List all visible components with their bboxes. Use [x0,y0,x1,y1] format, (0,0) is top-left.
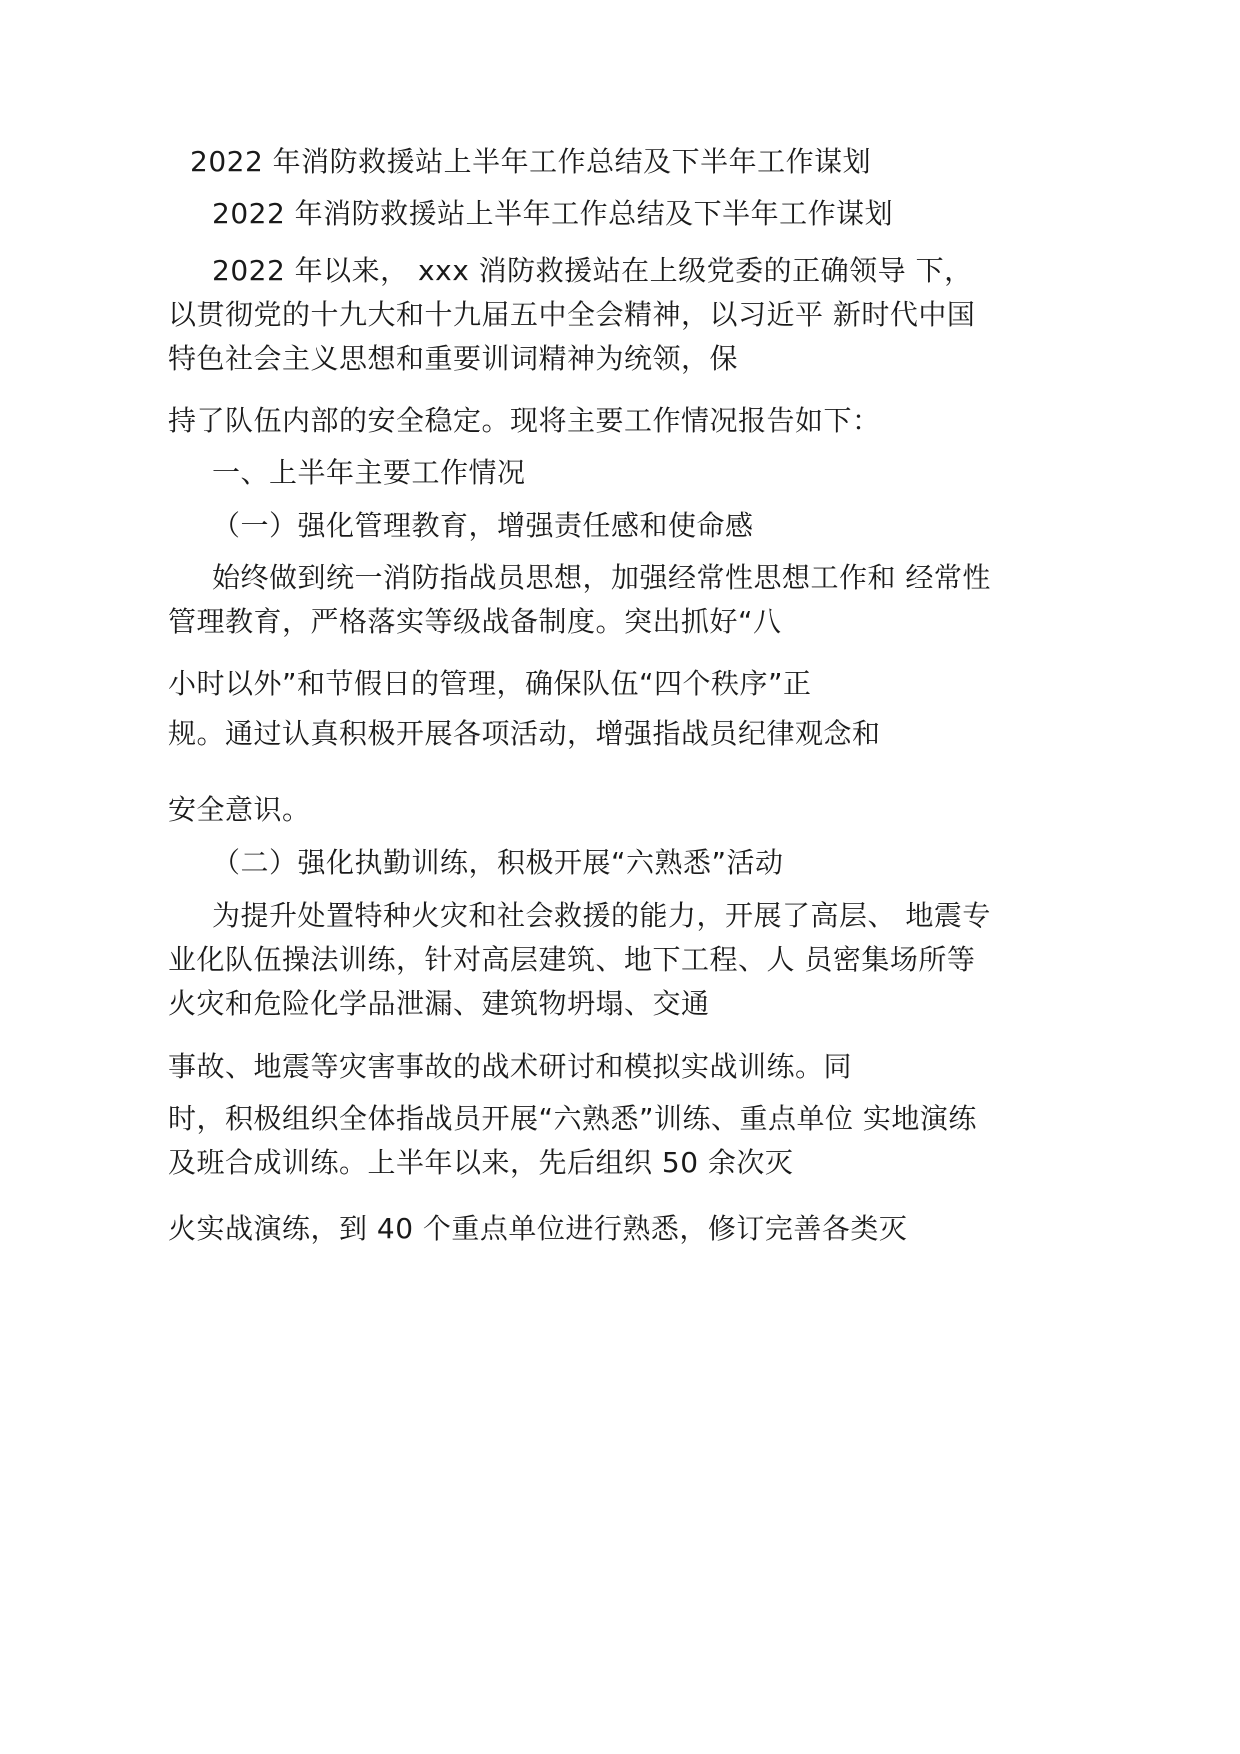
section-heading-1: 一、上半年主要工作情况 [212,456,526,489]
doc-subtitle: 2022 年消防救援站上半年工作总结及下半年工作谋划 [212,197,894,230]
para-line-14: 业化队伍操法训练，针对高层建筑、地下工程、人 员密集场所等 [168,943,976,976]
para-line-7: 始终做到统一消防指战员思想，加强经常性思想工作和 经常性 [212,561,991,594]
para-line-2: 以贯彻党的十九大和十九届五中全会精神，以习近平 新时代中国 [168,298,976,331]
doc-title: 2022 年消防救援站上半年工作总结及下半年工作谋划 [190,145,872,178]
para-line-11: 安全意识。 [168,793,311,826]
para-line-1: 2022 年以来， xxx 消防救援站在上级党委的正确领导 下， [212,254,973,287]
para-line-4: 持了队伍内部的安全稳定。现将主要工作情况报告如下： [168,404,881,437]
para-line-17: 时，积极组织全体指战员开展“六熟悉”训练、重点单位 实地演练 [168,1102,977,1135]
para-line-18: 及班合成训练。上半年以来，先后组织 50 余次灭 [168,1146,794,1179]
para-line-3: 特色社会主义思想和重要训词精神为统领，保 [168,342,739,375]
subsection-heading-1: （一）强化管理教育，增强责任感和使命感 [212,509,754,542]
para-line-10: 规。通过认真积极开展各项活动，增强指战员纪律观念和 [168,717,881,750]
para-line-13: 为提升处置特种火灾和社会救援的能力，开展了高层、 地震专 [212,899,991,932]
para-line-19: 火实战演练，到 40 个重点单位进行熟悉，修订完善各类灭 [168,1212,908,1245]
para-line-9: 小时以外”和节假日的管理，确保队伍“四个秩序”正 [168,667,812,700]
para-line-15: 火灾和危险化学品泄漏、建筑物坍塌、交通 [168,987,710,1020]
para-line-8: 管理教育，严格落实等级战备制度。突出抓好“八 [168,605,782,638]
para-line-16: 事故、地震等灾害事故的战术研讨和模拟实战训练。同 [168,1050,853,1083]
subsection-heading-2: （二）强化执勤训练，积极开展“六熟悉”活动 [212,846,784,879]
